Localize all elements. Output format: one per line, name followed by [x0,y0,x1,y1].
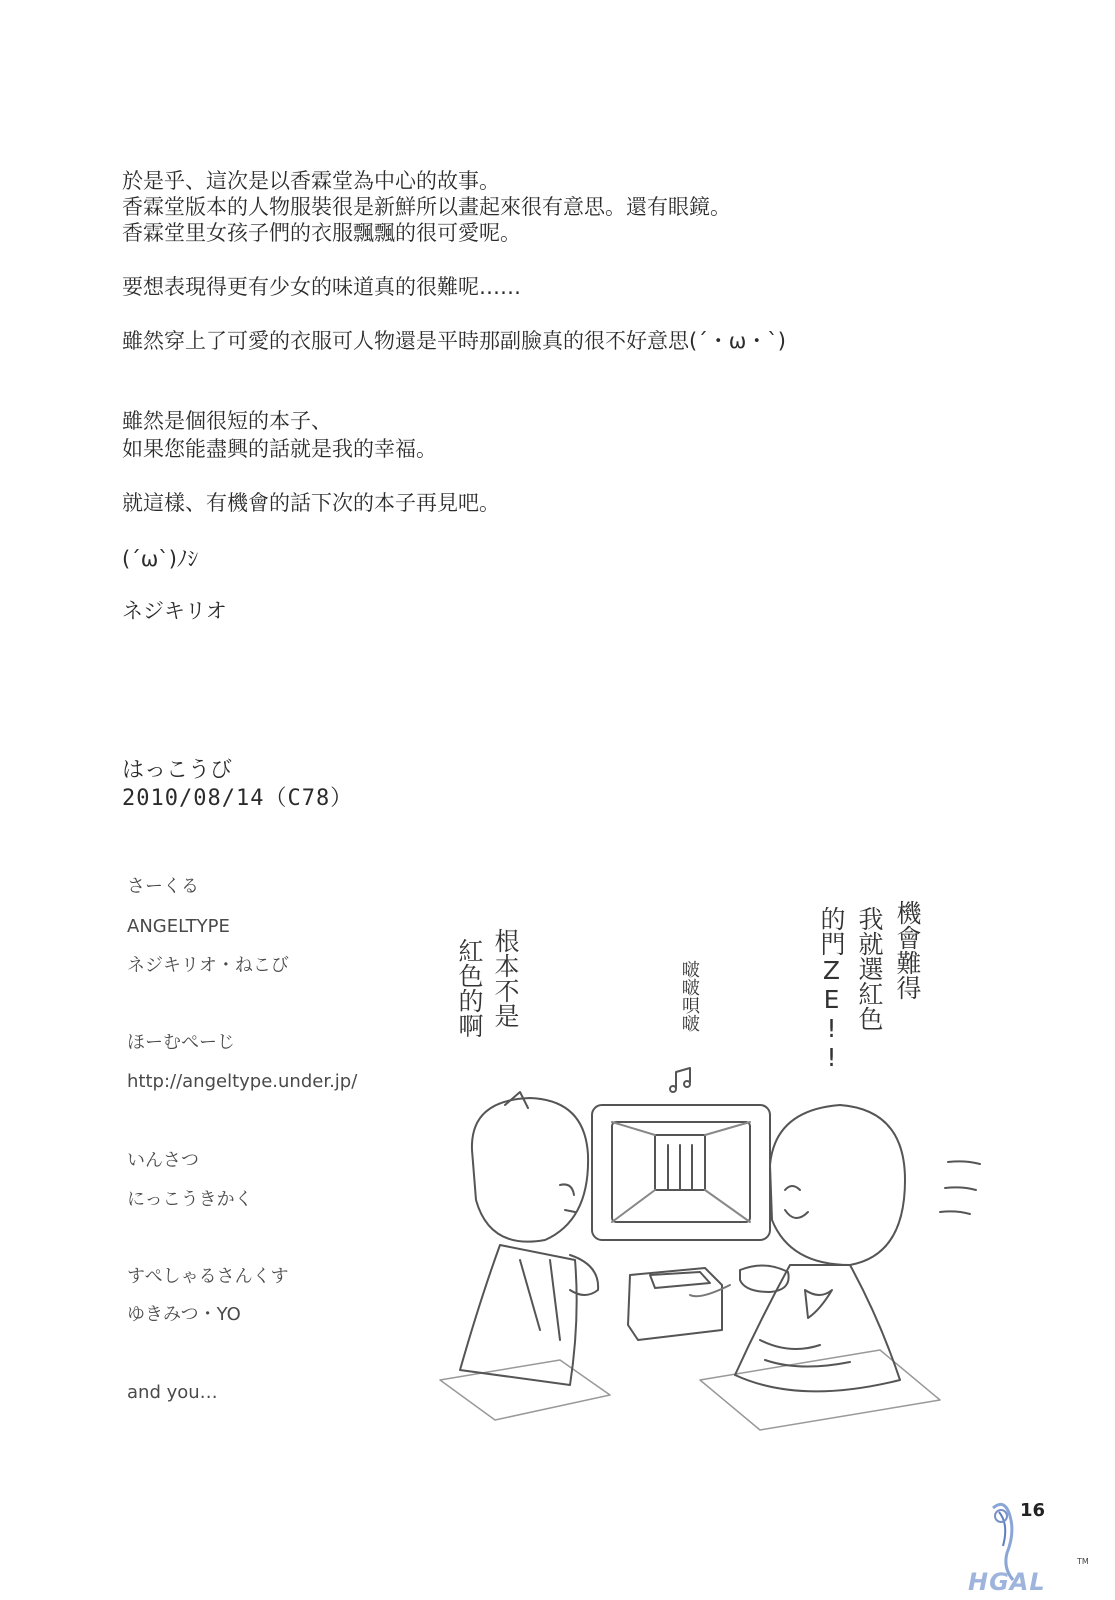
afterword-line-5: 雖然穿上了可愛的衣服可人物還是平時那副臉真的很不好意思(´・ω・`) [122,329,786,353]
afterword-line-1: 於是乎、這次是以香霖堂為中心的故事。 [122,169,500,193]
page-number: 16 [1020,1500,1046,1521]
colophon-printer: にっこうきかく [127,1189,253,1210]
vertical-text: 我就選紅色 [855,906,884,1031]
afterword-line-2: 香霖堂版本的人物服裝很是新鮮所以畫起來很有意思。還有眼鏡。 [122,195,731,219]
bubble-middle-col-1 [676,960,702,1040]
afterword-line-3: 香霖堂里女孩子們的衣服飄飄的很可愛呢。 [122,221,521,245]
colophon-circle-label: さーくる [127,876,199,897]
vertical-text: 根本不是 [491,928,520,1028]
bubble-right-col-3 [814,906,848,1081]
colophon-title: はっこうび [122,758,233,783]
afterword-line-4: 要想表現得更有少女的味道真的很難呢…… [122,275,521,299]
watermark-text: HGAL [968,1568,1046,1596]
vertical-text: 紅色的啊 [455,938,484,1038]
colophon-date: 2010/08/14（C78） [122,786,354,811]
bubble-left-col-2 [452,938,486,1047]
afterword-line-7: 如果您能盡興的話就是我的幸福。 [122,437,437,461]
vertical-text: 的門ZE!! [817,906,846,1072]
afterword-emoticon: (´ω`)ﾉｼ [122,547,198,571]
colophon-print-label: いんさつ [127,1150,199,1171]
colophon-and-you: and you… [127,1382,218,1403]
colophon-homepage-url: http://angeltype.under.jp/ [127,1071,358,1092]
colophon-members: ネジキリオ・ねこび [127,955,289,976]
vertical-text: 啵啵唄啵 [679,960,700,1032]
watermark-trademark: TM [1077,1557,1089,1566]
vertical-text: 機會難得 [893,900,922,1000]
colophon-circle-name: ANGELTYPE [127,916,230,937]
colophon-thanks-names: ゆきみつ・YO [127,1304,241,1325]
bubble-right-col-1 [890,900,924,1009]
colophon-homepage-label: ほーむぺーじ [127,1032,235,1053]
bubble-right-col-2 [852,906,886,1040]
afterword-line-6: 雖然是個很短的本子、 [122,409,332,433]
bubble-left-col-1 [488,928,522,1037]
author-signature: ネジキリオ [122,599,227,623]
colophon-thanks-label: すぺしゃるさんくす [127,1266,289,1287]
afterword-line-8: 就這樣、有機會的話下次的本子再見吧。 [122,491,500,515]
